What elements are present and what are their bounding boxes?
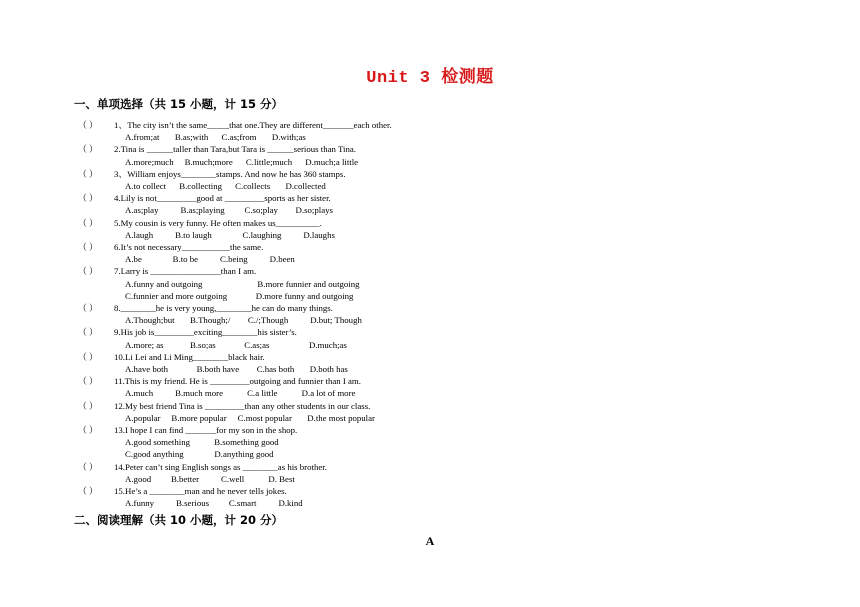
answer-blank[interactable]: （ ）	[78, 425, 98, 435]
question-options: A.have both B.both have C.has both D.both has	[125, 364, 348, 374]
passage-label: A	[425, 534, 435, 548]
question-options: A.laugh B.to laugh C.laughing D.laughs	[125, 229, 335, 240]
answer-blank[interactable]: （ ）	[78, 144, 98, 155]
question-text: 5.My cousin is very funny. He often makes us__________.	[114, 217, 322, 228]
question-text: 9.His job is_________exciting________his sister’s.	[114, 327, 297, 338]
answer-blank[interactable]: （ ）	[78, 400, 98, 411]
section-heading-multiple-choice: 一、单项选择（共 15 小题，计 15 分）	[74, 97, 284, 111]
answer-blank[interactable]: （ ）	[78, 327, 98, 338]
question-stem	[78, 400, 370, 412]
question-stem	[78, 461, 327, 473]
question-stem	[78, 351, 265, 363]
answer-blank[interactable]: （ ）	[78, 120, 98, 130]
question-text: 11.This is my friend. He is _________outgoing and funnier than I am.	[114, 376, 361, 387]
question-options: A.from;at B.as;with C.as;from D.with;as	[125, 132, 306, 143]
question-options: A.more;much B.much;more C.little;much D.much;a little	[125, 156, 359, 167]
answer-blank[interactable]: （ ）	[78, 193, 98, 204]
answer-blank[interactable]: （ ）	[78, 376, 98, 387]
question-options: A.popular B.more popular C.most popular D.the most popular	[125, 412, 375, 423]
section-heading-reading: 二、阅读理解（共 10 小题，计 20 分）	[74, 513, 284, 527]
question-stem	[78, 424, 297, 436]
question-options: A.good something B.something good	[125, 437, 279, 448]
question-stem	[78, 265, 256, 277]
question-stem	[78, 241, 263, 253]
question-options: C.funnier and more outgoing D.more funny and outgoing	[125, 290, 354, 301]
answer-blank[interactable]: （ ）	[78, 351, 98, 362]
question-options: A.as;play B.as;playing C.so;play D.so;plays	[125, 205, 333, 216]
question-stem	[78, 119, 392, 131]
question-text: 1、The city isn’t the same_____that one.They are different_______each other.	[114, 120, 392, 130]
question-options: A.to collect B.collecting C.collects D.collected	[125, 181, 326, 191]
question-options: A.Though;but B.Though;/ C./;Though D.but; Though	[125, 315, 362, 326]
question-text: 12.My best friend Tina is _________than any other students in our class.	[114, 400, 371, 411]
question-text: 4.Lily is not_________good at _________sports as her sister.	[114, 193, 331, 204]
question-stem	[78, 143, 356, 155]
question-text: 14.Peter can’t sing English songs as ________as his brother.	[114, 461, 327, 472]
question-text: 13.I hope I can find _______for my son in the shop.	[114, 425, 298, 435]
answer-blank[interactable]: （ ）	[78, 242, 98, 252]
question-options: A.funny and outgoing B.more funnier and outgoing	[125, 278, 360, 289]
question-text: 8.________he is very young,________he can do many things.	[114, 303, 333, 313]
question-stem	[78, 375, 361, 387]
question-options: A.funny B.serious C.smart D.kind	[125, 498, 303, 509]
answer-blank[interactable]: （ ）	[78, 168, 98, 179]
answer-blank[interactable]: （ ）	[78, 217, 98, 228]
question-text: 15.He’s a ________man and he never tells jokes.	[114, 486, 287, 496]
answer-blank[interactable]: （ ）	[78, 486, 98, 496]
question-options: A.be B.to be C.being D.been	[125, 254, 295, 265]
question-options: A.more; as B.so;as C.as;as D.much;as	[125, 339, 347, 350]
answer-blank[interactable]: （ ）	[78, 266, 98, 277]
question-stem	[78, 168, 346, 180]
question-stem	[78, 485, 287, 497]
question-text: 3、William enjoys________stamps. And now he has 360 stamps.	[114, 168, 346, 179]
question-text: 2.Tina is ______taller than Tara,but Tara is ______serious than Tina.	[114, 144, 356, 155]
answer-blank[interactable]: （ ）	[78, 461, 98, 472]
question-stem	[78, 326, 297, 338]
question-text: 6.It’s not necessary___________the same.	[114, 242, 264, 252]
question-stem	[78, 302, 333, 314]
question-stem	[78, 217, 322, 229]
question-text: 7.Larry is ________________than I am.	[114, 266, 257, 277]
question-options: A.good B.better C.well D. Best	[125, 473, 295, 484]
page-title: Unit 3 检测题	[366, 69, 494, 88]
question-options: A.much B.much more C.a little D.a lot of more	[125, 388, 356, 399]
question-text: 10.Li Lei and Li Ming________black hair.	[114, 351, 265, 362]
answer-blank[interactable]: （ ）	[78, 303, 98, 313]
question-stem	[78, 192, 331, 204]
question-options: C.good anything D.anything good	[125, 449, 274, 460]
